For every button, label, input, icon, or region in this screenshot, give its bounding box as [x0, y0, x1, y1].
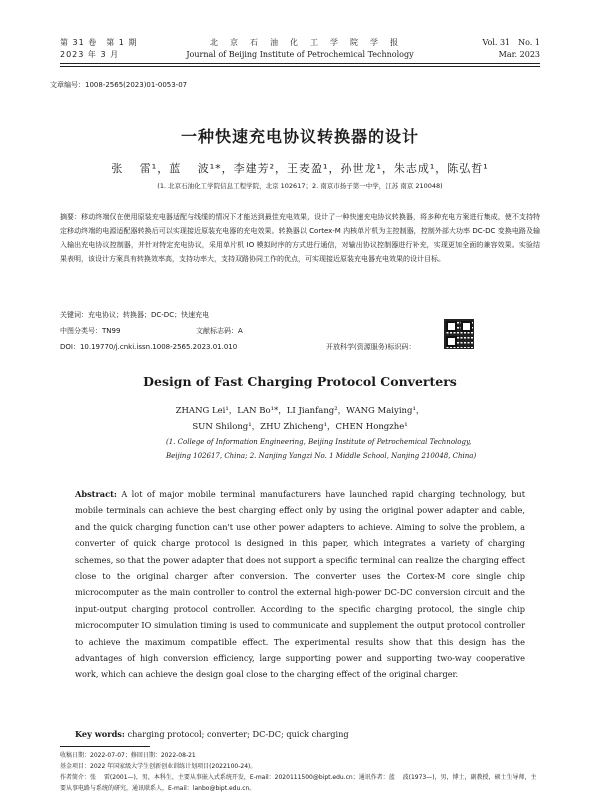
document-code: 文献标志码：A [196, 327, 243, 335]
abstract-cn: 摘要：移动终端仅在使用原装充电器适配与线缆的情况下才能达到最佳充电效果，设计了一种快速充电协议转换器，将多种充电方案进行集成，使不支持特定移动终端的电源适配器转换后可以实现接近原装充电器的充电效果。转换器以 Cortex-M 内核单片机为主控制器，控制外部大功率 DC-DC 变换电路及输入输出充电协议控制器，并针对特定充电协议，采用单片机 IO 模拟时序的方式进行通信，对输出协议控制器进行补充，实现更加全面的兼容效果。实验结果表明，该设计方案具有转换效率高，支持功率大，支持双路协同工作的优点，可实现接近原装充电器充电效果的设计目标。 [60, 213, 540, 263]
journal-title-en: Journal of Beijing Institute of Petrochemical Technology [186, 50, 414, 59]
date-cn: 2023 年 3 月 [60, 50, 120, 59]
title-en: Design of Fast Charging Protocol Converters [143, 374, 457, 389]
qr-finder-top-left [446, 321, 457, 332]
footnote-received: 收稿日期：2022-07-07；修回日期：2022-08-21 [60, 752, 196, 759]
affiliation-en-line2: Beijing 102617, China; 2. Nanjing Yangzi No. 1 Middle School, Nanjing 210048, China) [166, 452, 477, 460]
volume-issue-en: Vol. 31 No. 1 [482, 38, 540, 47]
keywords-en-text: charging protocol; converter; DC-DC; quick charging [124, 729, 349, 739]
qr-code [444, 319, 474, 349]
affiliation-cn: (1. 北京石油化工学院信息工程学院，北京 102617；2. 南京市扬子第一中学，江苏 南京 210048) [157, 182, 443, 190]
open-science-id: 开放科学(资源服务)标识码： [326, 343, 416, 351]
abstract-en-text: A lot of major mobile terminal manufacturers have launched rapid charging technology, but mobile terminals can achieve the best charging effect only by using the original power adapter and cable, and the quick charging function can't use other power adapters to achieve. Aiming to solve the problem, a converter of quick charge protocol is designed in this paper, which integrates a variety of charging schemes, so that the power adapter that does not support a specific terminal can realize the charging effect close to the original charger after conversion. The converter uses the Cortex-M core single chip microcomputer as the main controller to control the external high-power DC-DC conversion circuit and the input-output charging protocol controller. According to the specific charging protocol, the single chip microcomputer IO simulation timing is used to communicate and supplement the output protocol controller to achieve the maximum compatible effect. The experimental results show that this design has the advantages of high conversion efficiency, large supporting power and supporting two-way cooperative work, which can achieve the design goal close to the charging effect of the original charger. [75, 489, 525, 680]
article-number: 文章编号：1008-2565(2023)01-0053-07 [50, 81, 188, 89]
title-cn: 一种快速充电协议转换器的设计 [180, 127, 419, 146]
footnote-fund: 基金项目：2022 年国家级大学生创新创业训练计划项目(2022100-24)。 [60, 763, 257, 770]
volume-issue-cn: 第 31 卷 第 1 期 [60, 38, 138, 47]
header-rule-bottom [60, 66, 540, 67]
qr-finder-bottom-left [446, 336, 457, 347]
footnote-author: 作者简介：张 雷(2001—)，男，本科生，主要从事嵌入式系统开发，E-mail：2020111500@bipt.edu.cn；通讯作者：蓝 波(1973—)，男，博士，副教授，硕士生导师，主要从事电路与系统的研究，通讯联系人，E-mail：lanbo@bipt.edu.cn。 [60, 774, 537, 792]
abstract-en [75, 486, 525, 683]
authors-en-line1: ZHANG Lei¹，LAN Bo¹*，LI Jianfang²，WANG Maiying¹， [175, 406, 425, 416]
date-en: Mar. 2023 [498, 50, 540, 59]
keywords-en [75, 728, 525, 740]
keywords-cn: 关键词：充电协议；转换器；DC-DC；快速充电 [60, 311, 210, 319]
clc-number: 中图分类号：TN99 [60, 327, 121, 335]
abstract-en-label: Abstract: [75, 489, 117, 499]
affiliation-en-line1: (1. College of Information Engineering, Beijing Institute of Petrochemical Technology, [166, 438, 472, 446]
doi: DOI：10.19770/j.cnki.issn.1008-2565.2023.01.010 [60, 343, 238, 351]
qr-finder-top-right [461, 321, 472, 332]
header-rule-top [60, 63, 540, 64]
authors-cn: 张 雷¹，蓝 波¹*，李建芳²，王麦盈¹，孙世龙¹，朱志成¹，陈弘哲¹ [111, 162, 489, 175]
footnote-rule [60, 746, 150, 747]
journal-title-cn: 北 京 石 油 化 工 学 院 学 报 [210, 38, 400, 47]
authors-en-line2: SUN Shilong¹，ZHU Zhicheng¹，CHEN Hongzhe¹ [192, 422, 408, 432]
keywords-en-label: Key words: [75, 729, 125, 739]
